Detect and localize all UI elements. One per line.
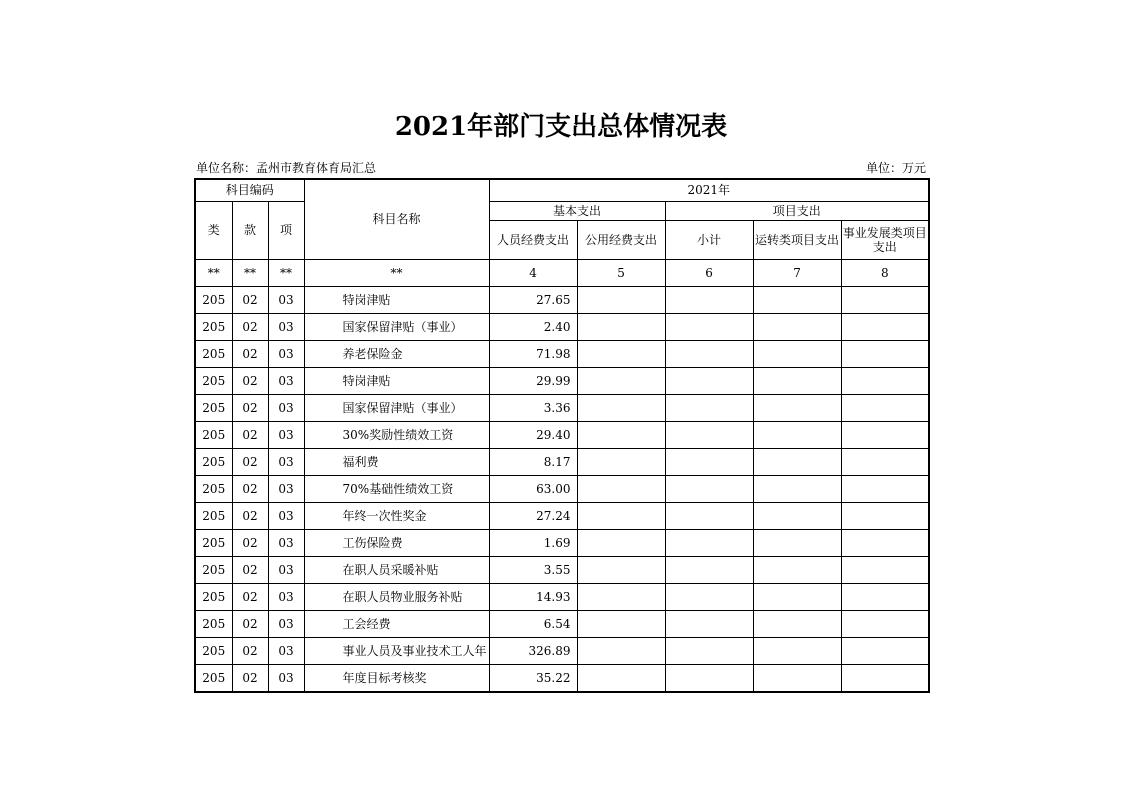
table-row: [195, 610, 929, 637]
table-row: [195, 475, 929, 502]
cell-operating: [753, 529, 841, 556]
cell-lei: 205: [195, 529, 232, 556]
cell-development: [841, 475, 929, 502]
header-star: **: [232, 259, 268, 286]
header-subject-name: 科目名称: [304, 179, 489, 259]
header-development: 事业发展类项目支出: [841, 220, 929, 259]
cell-personnel: 1.69: [489, 529, 577, 556]
cell-subtotal: [665, 367, 753, 394]
header-operating: 运转类项目支出: [753, 220, 841, 259]
cell-personnel: 35.22: [489, 664, 577, 692]
cell-personnel: 29.99: [489, 367, 577, 394]
cell-operating: [753, 421, 841, 448]
cell-xiang: 03: [268, 421, 304, 448]
cell-operating: [753, 286, 841, 313]
cell-kuan: 02: [232, 610, 268, 637]
header-num: 6: [665, 259, 753, 286]
cell-public: [577, 637, 665, 664]
cell-kuan: 02: [232, 556, 268, 583]
unit-label: 单位：万元: [865, 161, 926, 175]
cell-personnel: 14.93: [489, 583, 577, 610]
cell-operating: [753, 340, 841, 367]
cell-development: [841, 367, 929, 394]
header-num: 7: [753, 259, 841, 286]
cell-name: 养老保险金: [304, 340, 489, 367]
cell-operating: [753, 475, 841, 502]
cell-personnel: 27.24: [489, 502, 577, 529]
table-body: [195, 286, 929, 692]
cell-subtotal: [665, 313, 753, 340]
header-num: 4: [489, 259, 577, 286]
cell-public: [577, 448, 665, 475]
cell-kuan: 02: [232, 448, 268, 475]
table-row: [195, 394, 929, 421]
cell-name: 特岗津贴: [304, 367, 489, 394]
cell-kuan: 02: [232, 664, 268, 692]
cell-subtotal: [665, 394, 753, 421]
cell-lei: 205: [195, 394, 232, 421]
cell-personnel: 63.00: [489, 475, 577, 502]
cell-lei: 205: [195, 502, 232, 529]
cell-subtotal: [665, 502, 753, 529]
cell-xiang: 03: [268, 394, 304, 421]
cell-operating: [753, 313, 841, 340]
unit-name-label: 单位名称：孟州市教育体育局汇总: [196, 161, 377, 175]
header-xiang: 项: [268, 201, 304, 259]
cell-lei: 205: [195, 556, 232, 583]
cell-name: 福利费: [304, 448, 489, 475]
header-num: 8: [841, 259, 929, 286]
cell-lei: 205: [195, 475, 232, 502]
cell-personnel: 29.40: [489, 421, 577, 448]
cell-personnel: 3.36: [489, 394, 577, 421]
table-row: [195, 448, 929, 475]
cell-kuan: 02: [232, 394, 268, 421]
cell-public: [577, 286, 665, 313]
header-basic: 基本支出: [489, 201, 665, 220]
cell-subtotal: [665, 448, 753, 475]
cell-lei: 205: [195, 664, 232, 692]
cell-development: [841, 340, 929, 367]
table-row: [195, 340, 929, 367]
cell-name: 国家保留津贴（事业）: [304, 394, 489, 421]
cell-development: [841, 664, 929, 692]
cell-lei: 205: [195, 610, 232, 637]
cell-name: 特岗津贴: [304, 286, 489, 313]
cell-name: 国家保留津贴（事业）: [304, 313, 489, 340]
table-row: [195, 664, 929, 692]
table-row: [195, 637, 929, 664]
cell-xiang: 03: [268, 367, 304, 394]
cell-lei: 205: [195, 421, 232, 448]
cell-development: [841, 502, 929, 529]
cell-operating: [753, 664, 841, 692]
cell-xiang: 03: [268, 583, 304, 610]
cell-subtotal: [665, 637, 753, 664]
cell-name: 工会经费: [304, 610, 489, 637]
cell-name: 在职人员采暖补贴: [304, 556, 489, 583]
cell-lei: 205: [195, 367, 232, 394]
cell-kuan: 02: [232, 502, 268, 529]
header-star: **: [195, 259, 232, 286]
cell-public: [577, 556, 665, 583]
cell-public: [577, 340, 665, 367]
cell-kuan: 02: [232, 286, 268, 313]
cell-operating: [753, 556, 841, 583]
cell-development: [841, 637, 929, 664]
cell-development: [841, 421, 929, 448]
cell-kuan: 02: [232, 421, 268, 448]
cell-lei: 205: [195, 583, 232, 610]
table-row: [195, 367, 929, 394]
header-star: **: [304, 259, 489, 286]
cell-public: [577, 394, 665, 421]
cell-public: [577, 421, 665, 448]
cell-subtotal: [665, 610, 753, 637]
cell-development: [841, 583, 929, 610]
table-row: [195, 286, 929, 313]
table-row: [195, 583, 929, 610]
cell-kuan: 02: [232, 313, 268, 340]
cell-operating: [753, 367, 841, 394]
cell-kuan: 02: [232, 340, 268, 367]
cell-development: [841, 610, 929, 637]
cell-xiang: 03: [268, 340, 304, 367]
cell-name: 在职人员物业服务补贴: [304, 583, 489, 610]
cell-subtotal: [665, 286, 753, 313]
cell-public: [577, 475, 665, 502]
cell-personnel: 2.40: [489, 313, 577, 340]
cell-personnel: 326.89: [489, 637, 577, 664]
cell-operating: [753, 448, 841, 475]
cell-subtotal: [665, 664, 753, 692]
header-num: 5: [577, 259, 665, 286]
cell-public: [577, 610, 665, 637]
header-subtotal: 小计: [665, 220, 753, 259]
table-row: [195, 529, 929, 556]
cell-xiang: 03: [268, 610, 304, 637]
cell-development: [841, 313, 929, 340]
cell-personnel: 27.65: [489, 286, 577, 313]
cell-xiang: 03: [268, 637, 304, 664]
cell-xiang: 03: [268, 475, 304, 502]
cell-lei: 205: [195, 340, 232, 367]
cell-development: [841, 448, 929, 475]
cell-xiang: 03: [268, 556, 304, 583]
cell-xiang: 03: [268, 313, 304, 340]
cell-kuan: 02: [232, 529, 268, 556]
cell-xiang: 03: [268, 529, 304, 556]
cell-development: [841, 529, 929, 556]
cell-operating: [753, 394, 841, 421]
cell-subtotal: [665, 421, 753, 448]
header-project: 项目支出: [665, 201, 929, 220]
cell-public: [577, 583, 665, 610]
cell-personnel: 71.98: [489, 340, 577, 367]
cell-kuan: 02: [232, 583, 268, 610]
cell-development: [841, 286, 929, 313]
cell-xiang: 03: [268, 286, 304, 313]
table-row: [195, 556, 929, 583]
header-kuan: 款: [232, 201, 268, 259]
cell-development: [841, 394, 929, 421]
cell-subtotal: [665, 583, 753, 610]
cell-public: [577, 664, 665, 692]
header-personnel: 人员经费支出: [489, 220, 577, 259]
cell-lei: 205: [195, 448, 232, 475]
cell-personnel: 6.54: [489, 610, 577, 637]
cell-xiang: 03: [268, 448, 304, 475]
cell-xiang: 03: [268, 502, 304, 529]
header-year: 2021年: [489, 179, 929, 201]
cell-subtotal: [665, 340, 753, 367]
table-row: [195, 313, 929, 340]
cell-subtotal: [665, 529, 753, 556]
cell-subtotal: [665, 556, 753, 583]
cell-development: [841, 556, 929, 583]
cell-xiang: 03: [268, 664, 304, 692]
cell-operating: [753, 637, 841, 664]
cell-personnel: 8.17: [489, 448, 577, 475]
cell-name: 事业人员及事业技术工人年: [304, 637, 489, 664]
header-lei: 类: [195, 201, 232, 259]
cell-subtotal: [665, 475, 753, 502]
cell-kuan: 02: [232, 475, 268, 502]
cell-name: 70%基础性绩效工资: [304, 475, 489, 502]
cell-lei: 205: [195, 313, 232, 340]
expenditure-table: [194, 178, 930, 693]
cell-public: [577, 502, 665, 529]
cell-operating: [753, 583, 841, 610]
cell-personnel: 3.55: [489, 556, 577, 583]
cell-public: [577, 367, 665, 394]
cell-kuan: 02: [232, 637, 268, 664]
cell-public: [577, 313, 665, 340]
cell-name: 工伤保险费: [304, 529, 489, 556]
table-row: [195, 421, 929, 448]
cell-operating: [753, 610, 841, 637]
cell-operating: [753, 502, 841, 529]
cell-name: 30%奖励性绩效工资: [304, 421, 489, 448]
cell-name: 年度目标考核奖: [304, 664, 489, 692]
cell-lei: 205: [195, 637, 232, 664]
table-row: [195, 502, 929, 529]
cell-public: [577, 529, 665, 556]
header-star: **: [268, 259, 304, 286]
header-public: 公用经费支出: [577, 220, 665, 259]
cell-name: 年终一次性奖金: [304, 502, 489, 529]
cell-lei: 205: [195, 286, 232, 313]
page-title: 2021年部门支出总体情况表: [394, 112, 728, 142]
cell-kuan: 02: [232, 367, 268, 394]
header-code: 科目编码: [195, 179, 304, 201]
